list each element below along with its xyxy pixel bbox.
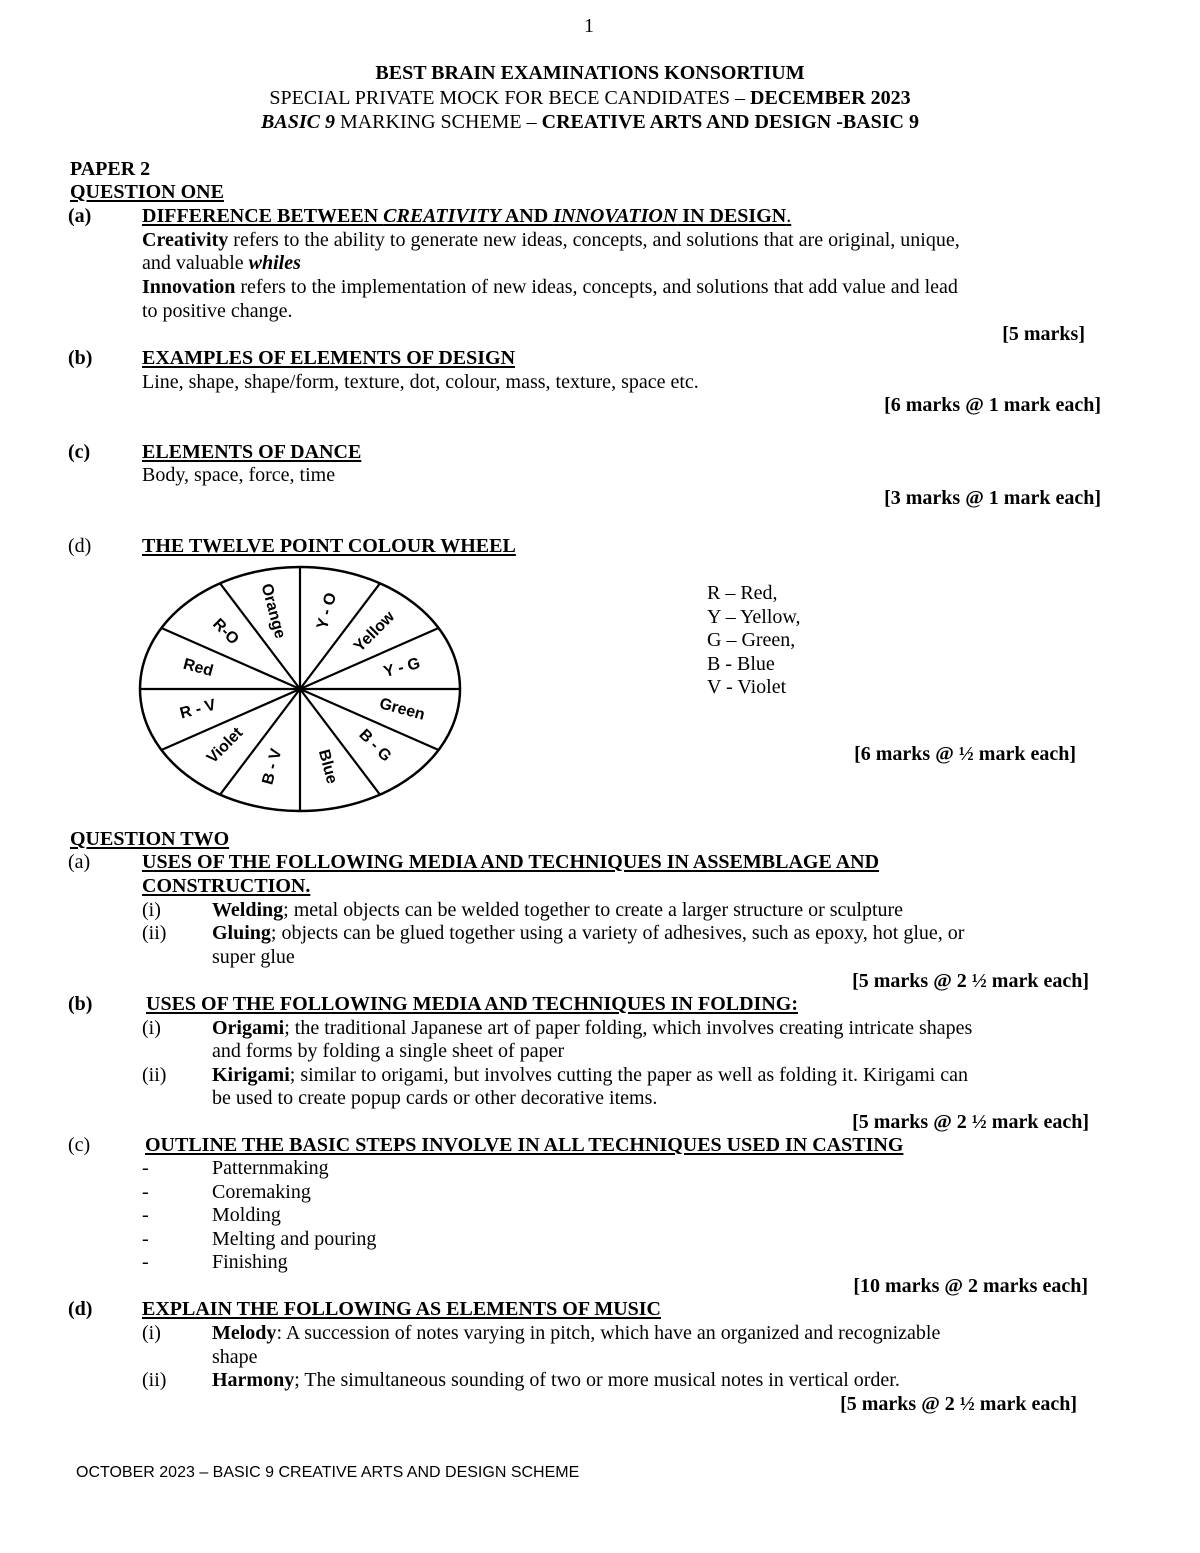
innovation-definition-cont: to positive change.	[142, 300, 293, 322]
harmony-term: Harmony	[212, 1369, 295, 1391]
creativity-definition-cont	[142, 251, 301, 275]
wheel-segment-label: Red	[181, 655, 215, 681]
q1a-heading-period: .	[786, 205, 792, 227]
innovation-term: Innovation	[142, 276, 236, 298]
harmony-answer	[212, 1368, 900, 1392]
kirigami-term: Kirigami	[212, 1064, 290, 1086]
melody-text: : A succession of notes varying in pitch, which have an organized and recognizable	[276, 1322, 941, 1344]
bullet-dash: -	[142, 1180, 149, 1203]
colour-key	[707, 582, 801, 700]
q1d-marks: [6 marks @ ½ mark each]	[854, 743, 1076, 765]
q2d-number: (d)	[68, 1298, 93, 1320]
bullet-dash: -	[142, 1204, 149, 1227]
subtitle-date: DECEMBER 2023	[750, 87, 911, 109]
q1c-answer: Body, space, force, time	[142, 464, 336, 486]
bullet-dash: -	[142, 1227, 149, 1250]
q2d-heading: EXPLAIN THE FOLLOWING AS ELEMENTS OF MUSIC	[142, 1298, 661, 1320]
q1d-heading: THE TWELVE POINT COLOUR WHEEL	[142, 535, 516, 557]
question-one-title: QUESTION ONE	[70, 181, 224, 203]
casting-step	[142, 1204, 376, 1228]
wheel-segment-label: Violet	[203, 724, 247, 768]
q2a-marks: [5 marks @ 2 ½ mark each]	[852, 970, 1089, 992]
step-text: Finishing	[212, 1251, 288, 1274]
kirigami-text: ; similar to origami, but involves cutting the paper as well as folding it. Kirigami can	[289, 1064, 968, 1086]
q1b-heading: EXAMPLES OF ELEMENTS OF DESIGN	[142, 347, 516, 369]
q2a-heading-line1: USES OF THE FOLLOWING MEDIA AND TECHNIQUES IN ASSEMBLAGE AND	[142, 851, 880, 873]
key-green: G – Green,	[707, 629, 796, 651]
q2b-item-num: (ii)	[142, 1064, 167, 1086]
casting-step	[142, 1228, 376, 1252]
casting-step	[142, 1251, 376, 1275]
casting-steps-list	[142, 1157, 376, 1275]
q2d-marks: [5 marks @ 2 ½ mark each]	[840, 1393, 1077, 1415]
q2a-item-num: (i)	[142, 899, 161, 921]
origami-answer	[212, 1016, 972, 1040]
innovation-text: refers to the implementation of new ideas, concepts, and solutions that add value and lead	[235, 276, 958, 298]
origami-text: ; the traditional Japanese art of paper folding, which involves creating intricate shapes	[284, 1017, 973, 1039]
origami-term: Origami	[212, 1017, 285, 1039]
welding-answer	[212, 898, 903, 922]
wheel-segment-label: Blue	[314, 747, 341, 786]
wheel-segment-label: Y - O	[314, 591, 341, 632]
creativity-definition	[142, 228, 960, 252]
q1c-marks: [3 marks @ 1 mark each]	[884, 487, 1101, 509]
bullet-dash: -	[142, 1251, 149, 1274]
q1a-heading-part: IN DESIGN	[677, 205, 787, 227]
q1b-number: (b)	[68, 347, 93, 369]
q1d-number: (d)	[68, 535, 92, 557]
gluing-term: Gluing	[212, 922, 271, 944]
q2b-item-num: (i)	[142, 1017, 161, 1039]
bullet-dash: -	[142, 1157, 149, 1179]
wheel-segment-label: Orange	[257, 581, 289, 641]
q1a-heading-part: DIFFERENCE BETWEEN	[142, 205, 384, 227]
key-blue: B - Blue	[707, 652, 775, 675]
key-violet: V - Violet	[707, 676, 787, 698]
melody-answer	[212, 1321, 940, 1345]
gluing-text: ; objects can be glued together using a variety of adhesives, such as epoxy, hot glue, or	[270, 922, 965, 944]
page-footer: OCTOBER 2023 – BASIC 9 CREATIVE ARTS AND DESIGN SCHEME	[76, 1464, 580, 1481]
harmony-text: ; The simultaneous sounding of two or more musical notes in vertical order.	[294, 1369, 900, 1391]
scheme-text: MARKING SCHEME –	[334, 111, 542, 133]
creativity-text: refers to the ability to generate new ideas, concepts, and solutions that are original, unique,	[228, 229, 960, 251]
q1c-heading: ELEMENTS OF DANCE	[142, 441, 362, 463]
q2b-number: (b)	[68, 993, 93, 1015]
q2a-number: (a)	[68, 851, 91, 873]
wheel-segment-label: Green	[377, 695, 427, 724]
paper-label: PAPER 2	[70, 158, 151, 180]
scheme-level: BASIC 9	[261, 111, 335, 133]
q1c-number: (c)	[68, 441, 91, 463]
kirigami-answer-cont: be used to create popup cards or other decorative items.	[212, 1087, 658, 1109]
colour-wheel-diagram	[138, 563, 468, 815]
casting-step	[142, 1157, 376, 1181]
q1b-marks: [6 marks @ 1 mark each]	[884, 394, 1101, 416]
wheel-segment-label: B - V	[259, 746, 286, 787]
wheel-segment-label: B - G	[355, 726, 395, 766]
key-red: R – Red,	[707, 582, 778, 604]
q1a-number: (a)	[68, 205, 92, 227]
exam-body-title: BEST BRAIN EXAMINATIONS KONSORTIUM	[375, 62, 805, 84]
q1a-marks: [5 marks]	[1002, 323, 1085, 345]
gluing-answer	[212, 921, 964, 945]
q2c-heading: OUTLINE THE BASIC STEPS INVOLVE IN ALL TECHNIQUES USED IN CASTING	[145, 1134, 904, 1156]
question-two-title: QUESTION TWO	[70, 828, 230, 850]
melody-term: Melody	[212, 1322, 277, 1344]
step-text: Melting and pouring	[212, 1227, 377, 1250]
wheel-segment-label: R - V	[178, 696, 218, 723]
scheme-title	[0, 110, 1180, 134]
scheme-subject: CREATIVE ARTS AND DESIGN -BASIC 9	[541, 111, 919, 133]
wheel-segment-label: R-O	[209, 615, 242, 649]
key-yellow: Y – Yellow,	[707, 605, 801, 628]
q2b-heading: USES OF THE FOLLOWING MEDIA AND TECHNIQUES IN FOLDING:	[146, 993, 798, 1015]
welding-text: ; metal objects can be welded together to create a larger structure or sculpture	[283, 899, 904, 921]
q1b-answer: Line, shape, shape/form, texture, dot, colour, mass, texture, space etc.	[142, 371, 699, 393]
creativity-text-2: and valuable	[142, 252, 249, 274]
step-text: Molding	[212, 1204, 281, 1227]
kirigami-answer	[212, 1063, 968, 1087]
exam-subtitle	[0, 86, 1180, 110]
q1a-heading	[142, 204, 791, 228]
origami-answer-cont: and forms by folding a single sheet of paper	[212, 1040, 565, 1062]
innovation-definition	[142, 275, 958, 299]
creativity-term: Creativity	[142, 229, 229, 251]
q2a-heading-line2: CONSTRUCTION.	[142, 875, 311, 897]
q2d-item-num: (i)	[142, 1322, 161, 1344]
q2a-item-num: (ii)	[142, 922, 167, 944]
whiles-word: whiles	[248, 252, 301, 274]
page-number: 1	[584, 15, 594, 37]
q2b-marks: [5 marks @ 2 ½ mark each]	[852, 1111, 1089, 1133]
q2d-item-num: (ii)	[142, 1369, 167, 1391]
q1a-heading-creativity: CREATIVITY	[383, 205, 501, 227]
wheel-segment-label: Y - G	[381, 654, 423, 681]
casting-step	[142, 1181, 376, 1205]
step-text: Patternmaking	[212, 1157, 329, 1179]
q1a-heading-part: AND	[500, 205, 554, 227]
gluing-answer-cont: super glue	[212, 946, 295, 968]
melody-answer-cont: shape	[212, 1346, 258, 1368]
wheel-segment-label: Yellow	[350, 608, 399, 656]
q2c-number: (c)	[68, 1134, 91, 1156]
step-text: Coremaking	[212, 1180, 311, 1203]
q1a-heading-innovation: INNOVATION	[553, 205, 678, 227]
subtitle-text: SPECIAL PRIVATE MOCK FOR BECE CANDIDATES –	[269, 87, 751, 109]
welding-term: Welding	[212, 899, 284, 921]
q2c-marks: [10 marks @ 2 marks each]	[853, 1275, 1088, 1297]
